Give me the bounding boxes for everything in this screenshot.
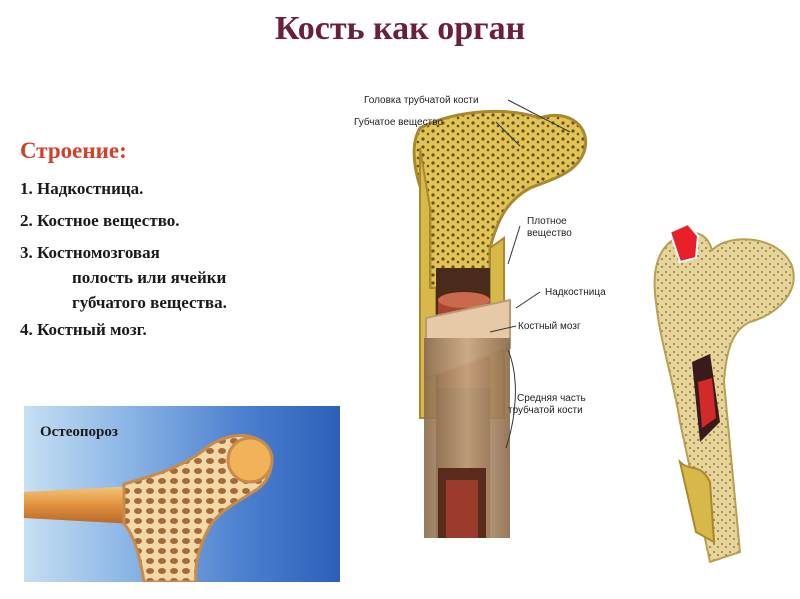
structure-item-line: полость или ячейки xyxy=(72,268,227,287)
slide-title: Кость как орган xyxy=(274,10,526,47)
structure-item-line: 3. Костномозговая xyxy=(20,243,160,262)
structure-list xyxy=(20,176,227,349)
label-compact-substance-2: вещество xyxy=(527,228,572,239)
structure-item-line: 2. Костное вещество. xyxy=(20,211,180,230)
label-middle-part-2: трубчатой кости xyxy=(508,405,583,416)
label-compact-substance-1: Плотное xyxy=(527,216,567,227)
label-periosteum: Надкостница xyxy=(545,287,606,298)
label-bone-head: Головка трубчатой кости xyxy=(364,95,479,106)
structure-heading: Строение: xyxy=(20,138,127,163)
structure-item-1 xyxy=(20,176,227,201)
structure-item-line: 4. Костный мозг. xyxy=(20,320,147,339)
long-bone-diagram xyxy=(340,88,640,538)
structure-item-line: губчатого вещества. xyxy=(72,293,227,312)
structure-item-line: 1. Надкостница. xyxy=(20,179,144,198)
osteoporosis-image xyxy=(24,406,340,582)
label-spongy-substance: Губчатое вещество xyxy=(354,117,443,128)
label-middle-part-1: Средняя часть xyxy=(517,393,586,404)
structure-item-4 xyxy=(20,317,227,342)
label-bone-marrow: Костный мозг xyxy=(518,321,581,332)
structure-item-2 xyxy=(20,208,227,233)
osteoporosis-label: Остеопороз xyxy=(40,424,118,440)
femur-cutaway-illustration xyxy=(640,222,800,572)
structure-item-3 xyxy=(20,240,227,315)
